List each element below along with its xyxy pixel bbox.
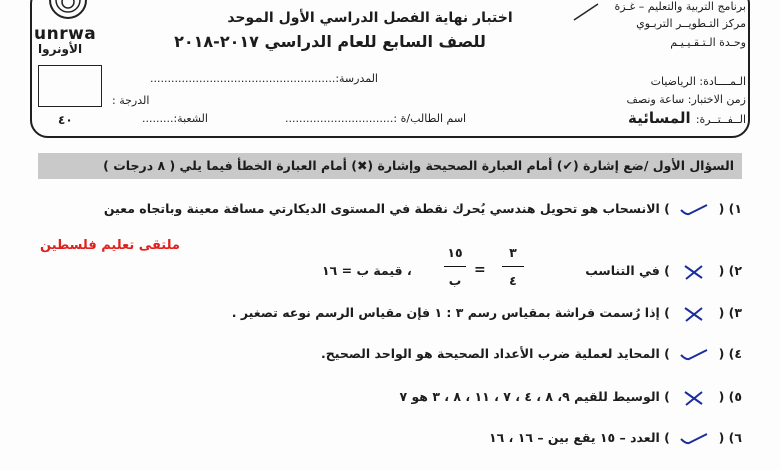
item-text: ) في التناسب (585, 263, 670, 278)
item-number: ٤) ( (718, 346, 742, 361)
answer-slot[interactable] (674, 305, 714, 322)
duration-label: زمن الاختبار: ساعة ونصف (626, 93, 746, 106)
item-text: ) الانسحاب هو تحويل هندسي يُحرك نقطة في المستوى الديكارتي مسافة معينة وباتجاه معين (103, 201, 670, 216)
item-2-tail: ، قيمة ب = ١٦ (322, 263, 412, 278)
answer-slot[interactable] (674, 430, 714, 447)
cross-mark-icon (682, 264, 706, 280)
item-number: ٥) ( (718, 389, 742, 404)
pen-stroke-icon (570, 0, 620, 22)
unit-label-value: المسائية (628, 109, 691, 127)
question-item-1 (104, 201, 742, 218)
question-1-heading: السؤال الأول /ضع إشارة (✔) أمام العبارة الصحيحة وإشارة (✖) أمام العبارة الخطأ فيما يلي ( ٨ درجات ) (38, 153, 742, 179)
logo-arabic-text: الأونروا (38, 42, 83, 56)
fraction-numerator: ١٥ (447, 245, 463, 260)
org-line-2: مركز التـطويــر التربـوي (636, 17, 746, 30)
fraction-15-b (444, 245, 466, 288)
item-text: ) العدد – ١٥ يقع بين – ١٦ ، ١٦ (488, 430, 670, 445)
grade-box[interactable] (38, 65, 102, 107)
unit-label-key: الــفــتــرة: (695, 113, 746, 126)
item-number: ١) ( (718, 201, 742, 216)
org-line-1: برنامج التربية والتعليم – غـزة (614, 0, 746, 13)
fraction-3-4 (502, 245, 524, 288)
watermark-text: ملتقى تعليم فلسطين (40, 238, 180, 253)
grade-label: الدرجة : (112, 94, 150, 107)
item-text: ) إذا رُسمت فراشة بمقياس رسم ٣ : ١ فإن مقياس الرسم نوعه تصغير . (231, 305, 670, 320)
section-field[interactable]: الشعبة:......... (142, 112, 208, 125)
unit-label (628, 109, 746, 127)
fraction-denominator: ب (448, 273, 462, 288)
fraction-numerator: ٣ (509, 245, 517, 260)
check-mark-icon (679, 202, 709, 218)
item-number: ٢) ( (718, 263, 742, 278)
question-item-5 (399, 389, 742, 406)
item-text: ) الوسيط للقيم ٩، ٨ ، ٤ ، ٧ ، ١١ ، ٨ ، ٣ هو ٧ (399, 389, 670, 404)
answer-slot[interactable] (674, 346, 714, 363)
question-item-3 (232, 305, 742, 322)
question-item-2 (585, 263, 742, 280)
subject-label: الـمــــادة: الرياضيات (650, 75, 746, 88)
grade-total: ٤٠ (58, 113, 73, 127)
fraction-bar (444, 266, 466, 267)
equals-sign: = (474, 262, 486, 278)
answer-slot[interactable] (674, 263, 714, 280)
logo-latin-text: unrwa (34, 24, 97, 44)
check-mark-icon (679, 431, 709, 447)
school-field[interactable]: المدرسة:..................................................... (150, 72, 378, 85)
fraction-denominator: ٤ (509, 273, 517, 288)
cross-mark-icon (682, 390, 706, 406)
cross-mark-icon (682, 306, 706, 322)
question-item-4 (321, 346, 742, 363)
question-item-6 (489, 430, 742, 447)
answer-slot[interactable] (674, 389, 714, 406)
item-number: ٦) ( (718, 430, 742, 445)
exam-title: اختبار نهاية الفصل الدراسي الأول الموحد (227, 10, 513, 26)
exam-subtitle: للصف السابع للعام الدراسي ٢٠١٧-٢٠١٨ (174, 32, 486, 51)
check-mark-icon (679, 347, 709, 363)
answer-slot[interactable] (674, 201, 714, 218)
item-number: ٣) ( (718, 305, 742, 320)
unrwa-emblem-icon (46, 0, 90, 24)
item-text: ) المحايد لعملية ضرب الأعداد الصحيحة هو الواحد الصحيح. (320, 346, 670, 361)
fraction-bar (502, 266, 524, 267)
student-name-field[interactable]: اسم الطالب/ة :............................... (285, 112, 467, 125)
org-line-3: وحـدة الـتـقـيـيـم (670, 36, 746, 49)
